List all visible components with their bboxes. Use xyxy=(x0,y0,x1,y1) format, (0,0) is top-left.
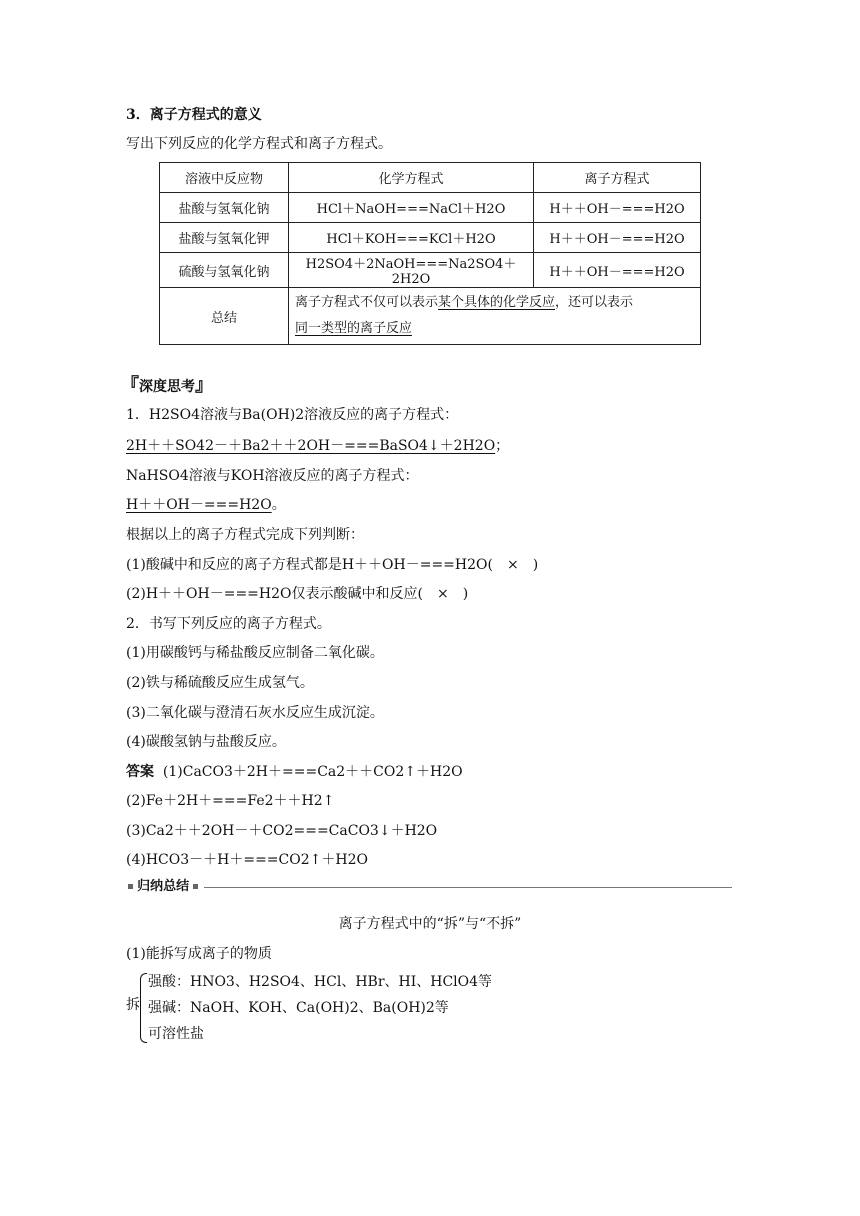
question-1b-answer: H＋＋OH－===H2O xyxy=(126,497,272,513)
table-summary-row xyxy=(160,288,701,345)
judge-intro: 根据以上的离子方程式完成下列判断： xyxy=(126,527,364,543)
brace-label: 拆 xyxy=(126,997,140,1013)
ionic-equation-cell: H＋＋OH－===H2O xyxy=(534,253,701,288)
brace-icon xyxy=(140,973,147,1043)
question-1-answer: 2H＋＋SO42－＋Ba2＋＋2OH－===BaSO4↓＋2H2O xyxy=(126,438,496,454)
table-header-row xyxy=(160,163,701,193)
soluble-salts: 可溶性盐 xyxy=(148,1026,204,1042)
strong-acids: 强酸：HNO3、H2SO4、HCl、HBr、HI、HClO4等 xyxy=(148,974,493,990)
question-2-item: (1)用碳酸钙与稀盐酸反应制备二氧化碳。 xyxy=(126,645,384,661)
divider xyxy=(204,887,732,888)
intro-text: 写出下列反应的化学方程式和离子方程式。 xyxy=(126,136,392,152)
summary-header xyxy=(128,878,198,896)
chemical-equation-cell: H2SO4＋2NaOH===Na2SO4＋2H2O xyxy=(289,253,534,288)
question-1: 1．H2SO4溶液与Ba(OH)2溶液反应的离子方程式： xyxy=(126,407,459,423)
deep-thinking-header xyxy=(121,371,213,397)
summary-label-cell: 总结 xyxy=(160,288,289,345)
ionic-equation-cell: H＋＋OH－===H2O xyxy=(534,193,701,223)
judge-item-1: (1)酸碱中和反应的离子方程式都是H＋＋OH－===H2O( × ) xyxy=(126,557,539,573)
question-1b: NaHSO4溶液与KOH溶液反应的离子方程式： xyxy=(126,468,419,484)
chemical-equation-cell: HCl＋KOH===KCl＋H2O xyxy=(289,223,534,253)
answer-item: (4)HCO3－＋H＋===CO2↑＋H2O xyxy=(126,852,368,868)
right-bracket-icon: 』 xyxy=(195,375,213,396)
summary-title: 归纳总结 xyxy=(137,879,190,894)
judge-item-2: (2)H＋＋OH－===H2O仅表示酸碱中和反应( × ) xyxy=(126,586,469,602)
section-heading: 3．离子方程式的意义 xyxy=(126,107,262,123)
reactants-cell: 盐酸与氢氧化钠 xyxy=(160,193,289,223)
punctuation: 。 xyxy=(271,497,286,513)
summary-text-cell xyxy=(289,288,701,345)
summary-item-1: (1)能拆写成离子的物质 xyxy=(126,946,272,962)
summary-underline: 某个具体的化学反应 xyxy=(438,295,556,310)
answer-item: (1)CaCO3＋2H＋===Ca2＋＋CO2↑＋H2O xyxy=(162,764,463,780)
answer-item: (3)Ca2＋＋2OH－＋CO2===CaCO3↓＋H2O xyxy=(126,823,438,839)
table-row xyxy=(160,223,701,253)
square-bullet-icon xyxy=(128,884,133,889)
reactants-cell: 盐酸与氢氧化钾 xyxy=(160,223,289,253)
reaction-table xyxy=(159,162,701,345)
answer-item: (2)Fe＋2H＋===Fe2＋＋H2↑ xyxy=(126,793,335,809)
question-1b-answer-line xyxy=(126,495,286,515)
deep-thinking-title: 深度思考 xyxy=(139,379,195,395)
question-2: 2．书写下列反应的离子方程式。 xyxy=(126,616,331,632)
answer-label: 答案 xyxy=(126,764,154,780)
summary-text: ，还可以表示 xyxy=(555,295,634,310)
answer-line-1 xyxy=(126,762,463,782)
question-2-item: (3)二氧化碳与澄清石灰水反应生成沉淀。 xyxy=(126,705,384,721)
table-header: 离子方程式 xyxy=(534,163,701,193)
reactants-cell: 硫酸与氢氧化钠 xyxy=(160,253,289,288)
table-header: 溶液中反应物 xyxy=(160,163,289,193)
summary-subtitle: 离子方程式中的“拆”与“不拆” xyxy=(338,916,522,932)
ionic-equation-cell: H＋＋OH－===H2O xyxy=(534,223,701,253)
question-1-answer-line xyxy=(126,436,509,456)
punctuation: ； xyxy=(495,438,510,454)
summary-underline: 同一类型的离子反应 xyxy=(295,321,413,336)
question-2-item: (4)碳酸氢钠与盐酸反应。 xyxy=(126,734,286,750)
strong-bases: 强碱：NaOH、KOH、Ca(OH)2、Ba(OH)2等 xyxy=(148,1000,449,1016)
table-row xyxy=(160,193,701,223)
square-bullet-icon xyxy=(193,884,198,889)
summary-text: 离子方程式不仅可以表示 xyxy=(295,295,439,310)
table-header: 化学方程式 xyxy=(289,163,534,193)
table-row xyxy=(160,253,701,288)
left-bracket-icon: 『 xyxy=(121,375,139,396)
question-2-item: (2)铁与稀硫酸反应生成氢气。 xyxy=(126,675,314,691)
chemical-equation-cell: HCl＋NaOH===NaCl＋H2O xyxy=(289,193,534,223)
